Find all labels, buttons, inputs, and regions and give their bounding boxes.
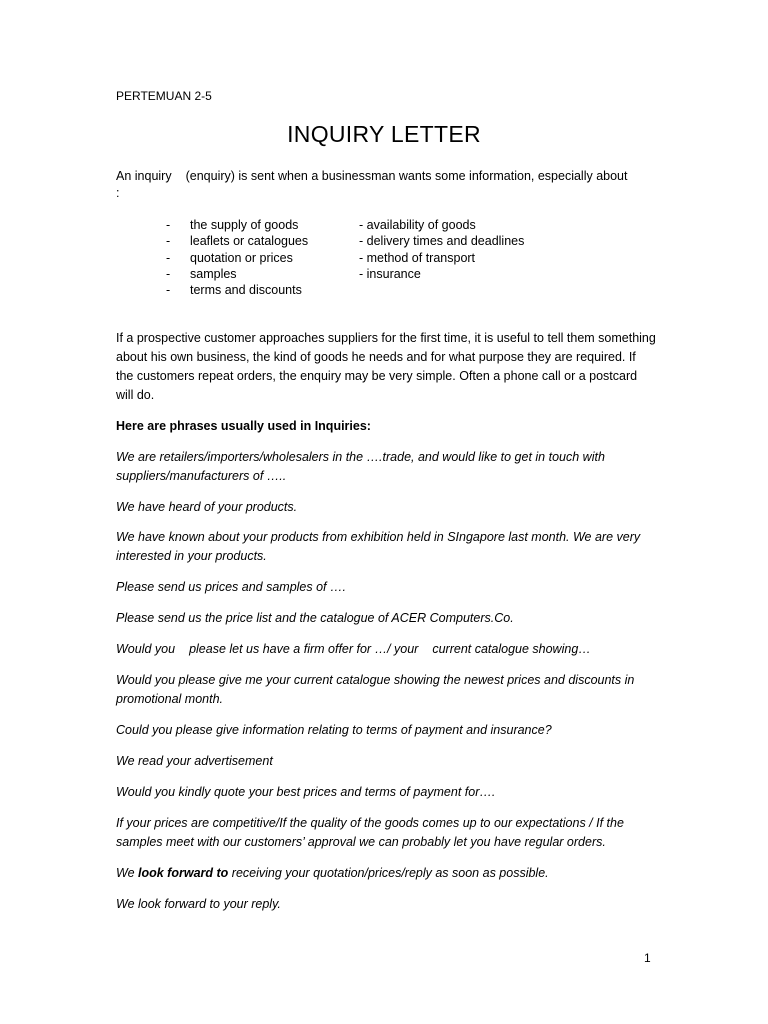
right-list-item: - delivery times and deadlines bbox=[359, 234, 525, 249]
phrase-line: Would you kindly quote your best prices and terms of payment for…. bbox=[116, 785, 496, 799]
left-list-item: leaflets or catalogues bbox=[190, 234, 309, 249]
phrase-segment: We bbox=[116, 866, 135, 880]
page-number: 1 bbox=[644, 951, 651, 965]
right-list-item: - method of transport bbox=[359, 250, 476, 265]
phrase-line: We have known about your products from exhibition held in SIngapore last month. We are very interested in your products. bbox=[116, 530, 641, 563]
phrase-line: If your prices are competitive/If the quality of the goods comes up to our expectations / If the samples meet with our customers’ approval we can probably let you have regular orders. bbox=[116, 816, 624, 849]
list-dash: - bbox=[166, 234, 171, 249]
phrase-line: We are retailers/importers/wholesalers in the ….trade, and would like to get in touch with suppliers/manufacturers of ….. bbox=[116, 450, 605, 483]
left-list-item: the supply of goods bbox=[190, 218, 299, 232]
left-list-item: samples bbox=[190, 266, 237, 281]
phrase-segment: current catalogue showing… bbox=[432, 642, 591, 656]
page-title: INQUIRY LETTER bbox=[287, 121, 481, 147]
body-paragraph: If a prospective customer approaches suppliers for the first time, it is useful to tell them something about his own business, the kind of goods he needs and for what purpose they are required. If the customers repeat orders, the enquiry may be very simple. Often a phone call or a postcard will do. bbox=[116, 331, 656, 402]
right-list-item: - availability of goods bbox=[359, 218, 476, 232]
list-dash: - bbox=[166, 218, 171, 232]
list-dash: - bbox=[166, 283, 171, 298]
phrase-emphasis: look forward to bbox=[138, 866, 229, 880]
phrase-segment: Would you bbox=[116, 642, 176, 656]
right-list-item: - insurance bbox=[359, 266, 421, 281]
phrase-line: We have heard of your products. bbox=[116, 500, 298, 514]
list-row bbox=[116, 266, 656, 282]
list-dash: - bbox=[166, 250, 171, 265]
list-row bbox=[116, 250, 656, 266]
intro-paragraph bbox=[116, 168, 656, 202]
phrase-line: Please send us the price list and the catalogue of ACER Computers.Co. bbox=[116, 611, 514, 625]
intro-part2: (enquiry) is sent when a businessman wants some information, especially about bbox=[185, 169, 628, 183]
left-list-item: terms and discounts bbox=[190, 283, 302, 298]
phrase-segment: please let us have a firm offer for …/ your bbox=[189, 642, 419, 656]
phrase-line: Would you please give me your current catalogue showing the newest prices and discounts in promotional month. bbox=[116, 673, 635, 706]
phrase-line bbox=[116, 864, 656, 883]
phrase-line bbox=[116, 640, 656, 659]
list-row bbox=[116, 233, 656, 249]
phrase-segment: receiving your quotation/prices/reply as soon as possible. bbox=[231, 866, 549, 880]
phrase-line: Could you please give information relating to terms of payment and insurance? bbox=[116, 723, 552, 737]
left-list-item: quotation or prices bbox=[190, 250, 293, 265]
meeting-label: PERTEMUAN 2-5 bbox=[116, 89, 212, 103]
phrase-line: We read your advertisement bbox=[116, 754, 273, 768]
phrase-line: We look forward to your reply. bbox=[116, 897, 281, 911]
topic-lists bbox=[116, 217, 656, 298]
phrase-line: Please send us prices and samples of …. bbox=[116, 580, 346, 594]
list-row bbox=[116, 217, 656, 233]
intro-part3: : bbox=[116, 186, 120, 200]
intro-part1: An inquiry bbox=[116, 169, 172, 183]
list-dash: - bbox=[166, 266, 171, 281]
phrases-heading: Here are phrases usually used in Inquiries: bbox=[116, 419, 371, 433]
list-row bbox=[116, 282, 656, 298]
